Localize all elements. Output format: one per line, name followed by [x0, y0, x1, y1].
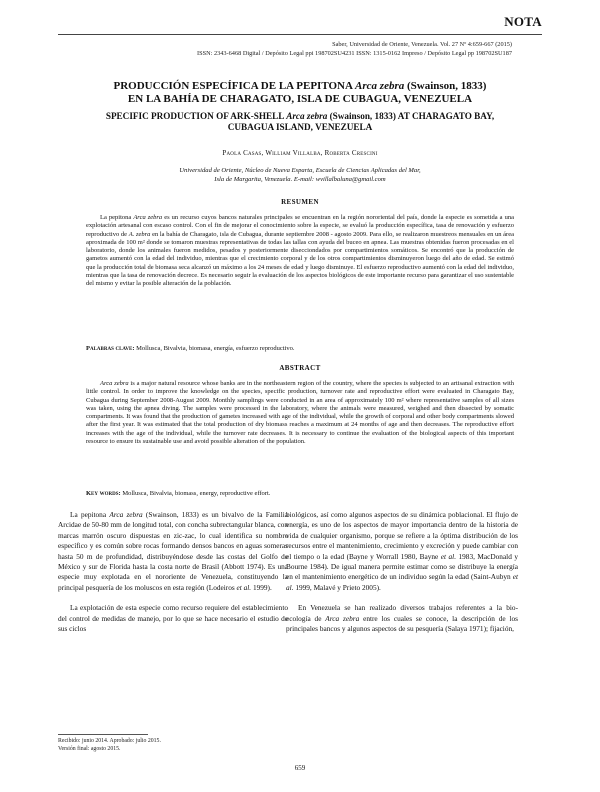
title-en-part1: SPECIFIC PRODUCTION OF ARK-SHELL	[105, 111, 287, 121]
title-english	[82, 111, 518, 133]
resumen-heading: RESUMEN	[281, 198, 319, 206]
body-text: (Swainson, 1833) es un bivalvo de la Familia Arcidae de 50-80 mm de longitud total, con concha subrectangular blanca, con marcas marrón oscuro dispuestas en zic-zac, lo cual identifica su nombre específico y es común sobre rocas formando densos bancos en aguas someras hasta 50 m de profundidad, distribuyéndose desde las costas del Golfo de México y sur de Florida hasta la costa norte de Brasil (Abbott 1974). Es una especie muy explotada en el nororiente de Venezuela, constituyendo la principal pesquería de los moluscos en esta región (Lodeiros	[58, 510, 288, 592]
footnote-rule	[58, 734, 148, 735]
body-column-right	[286, 510, 518, 644]
abstract-body: is a major natural resource whose banks are in the northeastern region of the country, where the species is subjected to an artisanal extraction with little control. In order to improve the knowledge on the species, specific production, turnover rate and reproductive effort were evaluated in Charagato Bay, Cubagua during September 2008-August 2009. Monthly samplings were conducted in an area of approximately 100 m² where representative samples of all sizes was taken, using the apnea diving. The samples were processed in the laboratory, where the animals were measured, weighed and then dissected by somatic compartments. It was found that the production of gametes increased with age of the individual, while the growth of corporal and other body compartments slowed after the first year. It was estimated that the total production of dry biomass reaches a maximum at 24 months of age and then decreases. The reproductive effort increases with the age of the individual, while the turnover rate decreases. It is necessary to continue the evaluation of the biological aspects of this important resource to ensure its sustainable use and avoid possible alteration of the population.	[86, 380, 515, 446]
title-en-species: Arca zebra	[286, 111, 328, 121]
journal-citation	[132, 40, 512, 58]
body-text: 1999, Malavé y Prieto 2005).	[293, 582, 381, 592]
key-words	[86, 490, 514, 497]
palabras-clave-label: Palabras clave:	[86, 345, 135, 352]
palabras-clave	[86, 345, 514, 352]
section-label: NOTA	[504, 14, 542, 29]
footnote-final: Versión final: agosto 2015.	[58, 746, 121, 752]
resumen-text	[86, 214, 514, 289]
header-rule	[58, 34, 542, 35]
body-paragraph	[286, 603, 518, 634]
body-species: Arca zebra	[325, 613, 360, 623]
resumen-species-abbrev: A. zebra	[128, 230, 151, 238]
resumen-body-b: en la bahía de Charagato, isla de Cubagua, durante septiembre 2008 - agosto 2009. Para ello, se realizaron muestreos mensuales en un área aproximada de 100 m² donde se tomaron muestras representativas de todas las tallas con ayuda del buceo en apnea. Las muestras obtenidas fueron procesadas en el laboratorio, donde los animales fueron medidos, pesados y posteriormente disecciondados por compartimientos somáticos. Se encontró que la producción de gametos aumentó con la edad del individuo, mientras que el crecimiento corporal y de los otros compartimientos disminuyeron luego del año de edad. Se estimó que la producción total de biomasa seca alcanzó un máximo a los 24 meses de edad y luego disminuye. El esfuerzo reproductivo aumentó con la edad del individuo, mientras que la tasa de renovación decrece. Es necesario seguir la evaluación de los aspectos biológicos de este importante recurso para garantizar el uso sustentable del mismo y evitar la posible alteración de la población.	[86, 230, 514, 288]
resumen-species: Arca zebra	[133, 214, 163, 221]
affiliation-line-2: Isla de Margarita, Venezuela. E-mail: wvillalbaluna@gmail.com	[214, 176, 386, 183]
affiliation	[150, 166, 450, 184]
journal-line-1: Saber, Universidad de Oriente, Venezuela. Vol. 27 Nº 4:659-667 (2015)	[332, 41, 512, 48]
key-words-text: Mollusca, Bivalvia, biomass, energy, reproductive effort.	[120, 490, 271, 497]
body-paragraph: La explotación de esta especie como recurso requiere del establecimiento del control de medidas de manejo, por lo que se hace necesario el estudio de sus ciclos	[58, 603, 288, 634]
body-etal: et al.	[440, 551, 457, 561]
page-number: 659	[294, 764, 306, 772]
body-text: entre los cuales se conoce, la descripción de los principales bancos y algunos aspectos de su pesquería (Salaya 1971); fijación,	[286, 613, 518, 634]
footnote	[58, 737, 161, 753]
title-spanish-line-2: EN LA BAHÍA DE CHARAGATO, ISLA DE CUBAGUA, VENEZUELA	[127, 93, 473, 105]
abstract-species: Arca zebra	[100, 380, 129, 387]
body-paragraph	[286, 510, 518, 593]
title-spanish	[58, 80, 542, 106]
journal-line-2: ISSN: 2343-6468 Digital / Depósito Legal ppi 198702SU4231 ISSN: 1315-0162 Impreso / Depósito Legal pp 198702SU187	[196, 50, 512, 57]
body-column-left	[58, 510, 288, 644]
footnote-received: Recibido: junio 2014. Aprobado: julio 2015.	[58, 738, 161, 744]
palabras-clave-text: Mollusca, Bivalvia, biomasa, energía, esfuerzo reproductivo.	[134, 345, 295, 352]
author-list: Paola Casas, William Villalba, Roberta Crescini	[222, 149, 378, 157]
title-es-species: Arca zebra	[355, 80, 405, 92]
body-etal: et al.	[286, 572, 518, 592]
body-text: En Venezuela se han realizado diversos trabajos referentes a la bio-ecología de	[286, 603, 518, 623]
body-species: Arca zebra	[109, 510, 143, 519]
title-es-part1: PRODUCCIÓN ESPECÍFICA DE LA PEPITONA	[113, 80, 356, 92]
body-etal: et al.	[236, 582, 252, 592]
body-text: 1999).	[251, 582, 272, 592]
key-words-label: Key words:	[86, 490, 121, 497]
abstract-text	[86, 380, 514, 446]
abstract-heading: ABSTRACT	[279, 364, 321, 372]
body-text: biológicos, así como algunos aspectos de su dinámica poblacional. El flujo de energía, es uno de los aspectos de mayor importancia dentro de la historia de vida de cualquier organismo, porque se refiere a la óptima distribución de los recursos entre el mantenimiento, crecimiento y excreción y puede cambiar con el tiempo o la edad (Bayne y Worrall 1980, Bayne	[286, 510, 518, 561]
body-paragraph	[58, 510, 288, 593]
title-spanish-line-1	[58, 80, 542, 93]
resumen-body-a: es un recurso cuyos bancos naturales principales se encuentran en la región nororiental del país, donde la especie es sometida a una explotación artesanal con escaso control. Con el fin de mejorar el conocimiento sobre la especie, se evaluó la producción específica, tasa de renovación y esfuerzo reproductivo de	[86, 214, 514, 238]
resumen-lead: La pepitona	[100, 214, 134, 221]
body-text: 1983, MacDonald y Bourne 1984). De igual manera permite estimar como se distribuye la energía en el mantenimiento energético de un individuo según la edad (Saint-Aubyn	[286, 551, 518, 582]
title-es-part2: (Swainson, 1833)	[404, 80, 487, 92]
affiliation-line-1: Universidad de Oriente, Núcleo de Nueva Esparta, Escuela de Ciencias Aplicadas del Mar,	[179, 167, 421, 174]
body-text: La pepitona	[70, 510, 110, 519]
title-en-part2: (Swainson, 1833) AT CHARAGATO BAY, CUBAGUA ISLAND, VENEZUELA	[227, 111, 495, 132]
